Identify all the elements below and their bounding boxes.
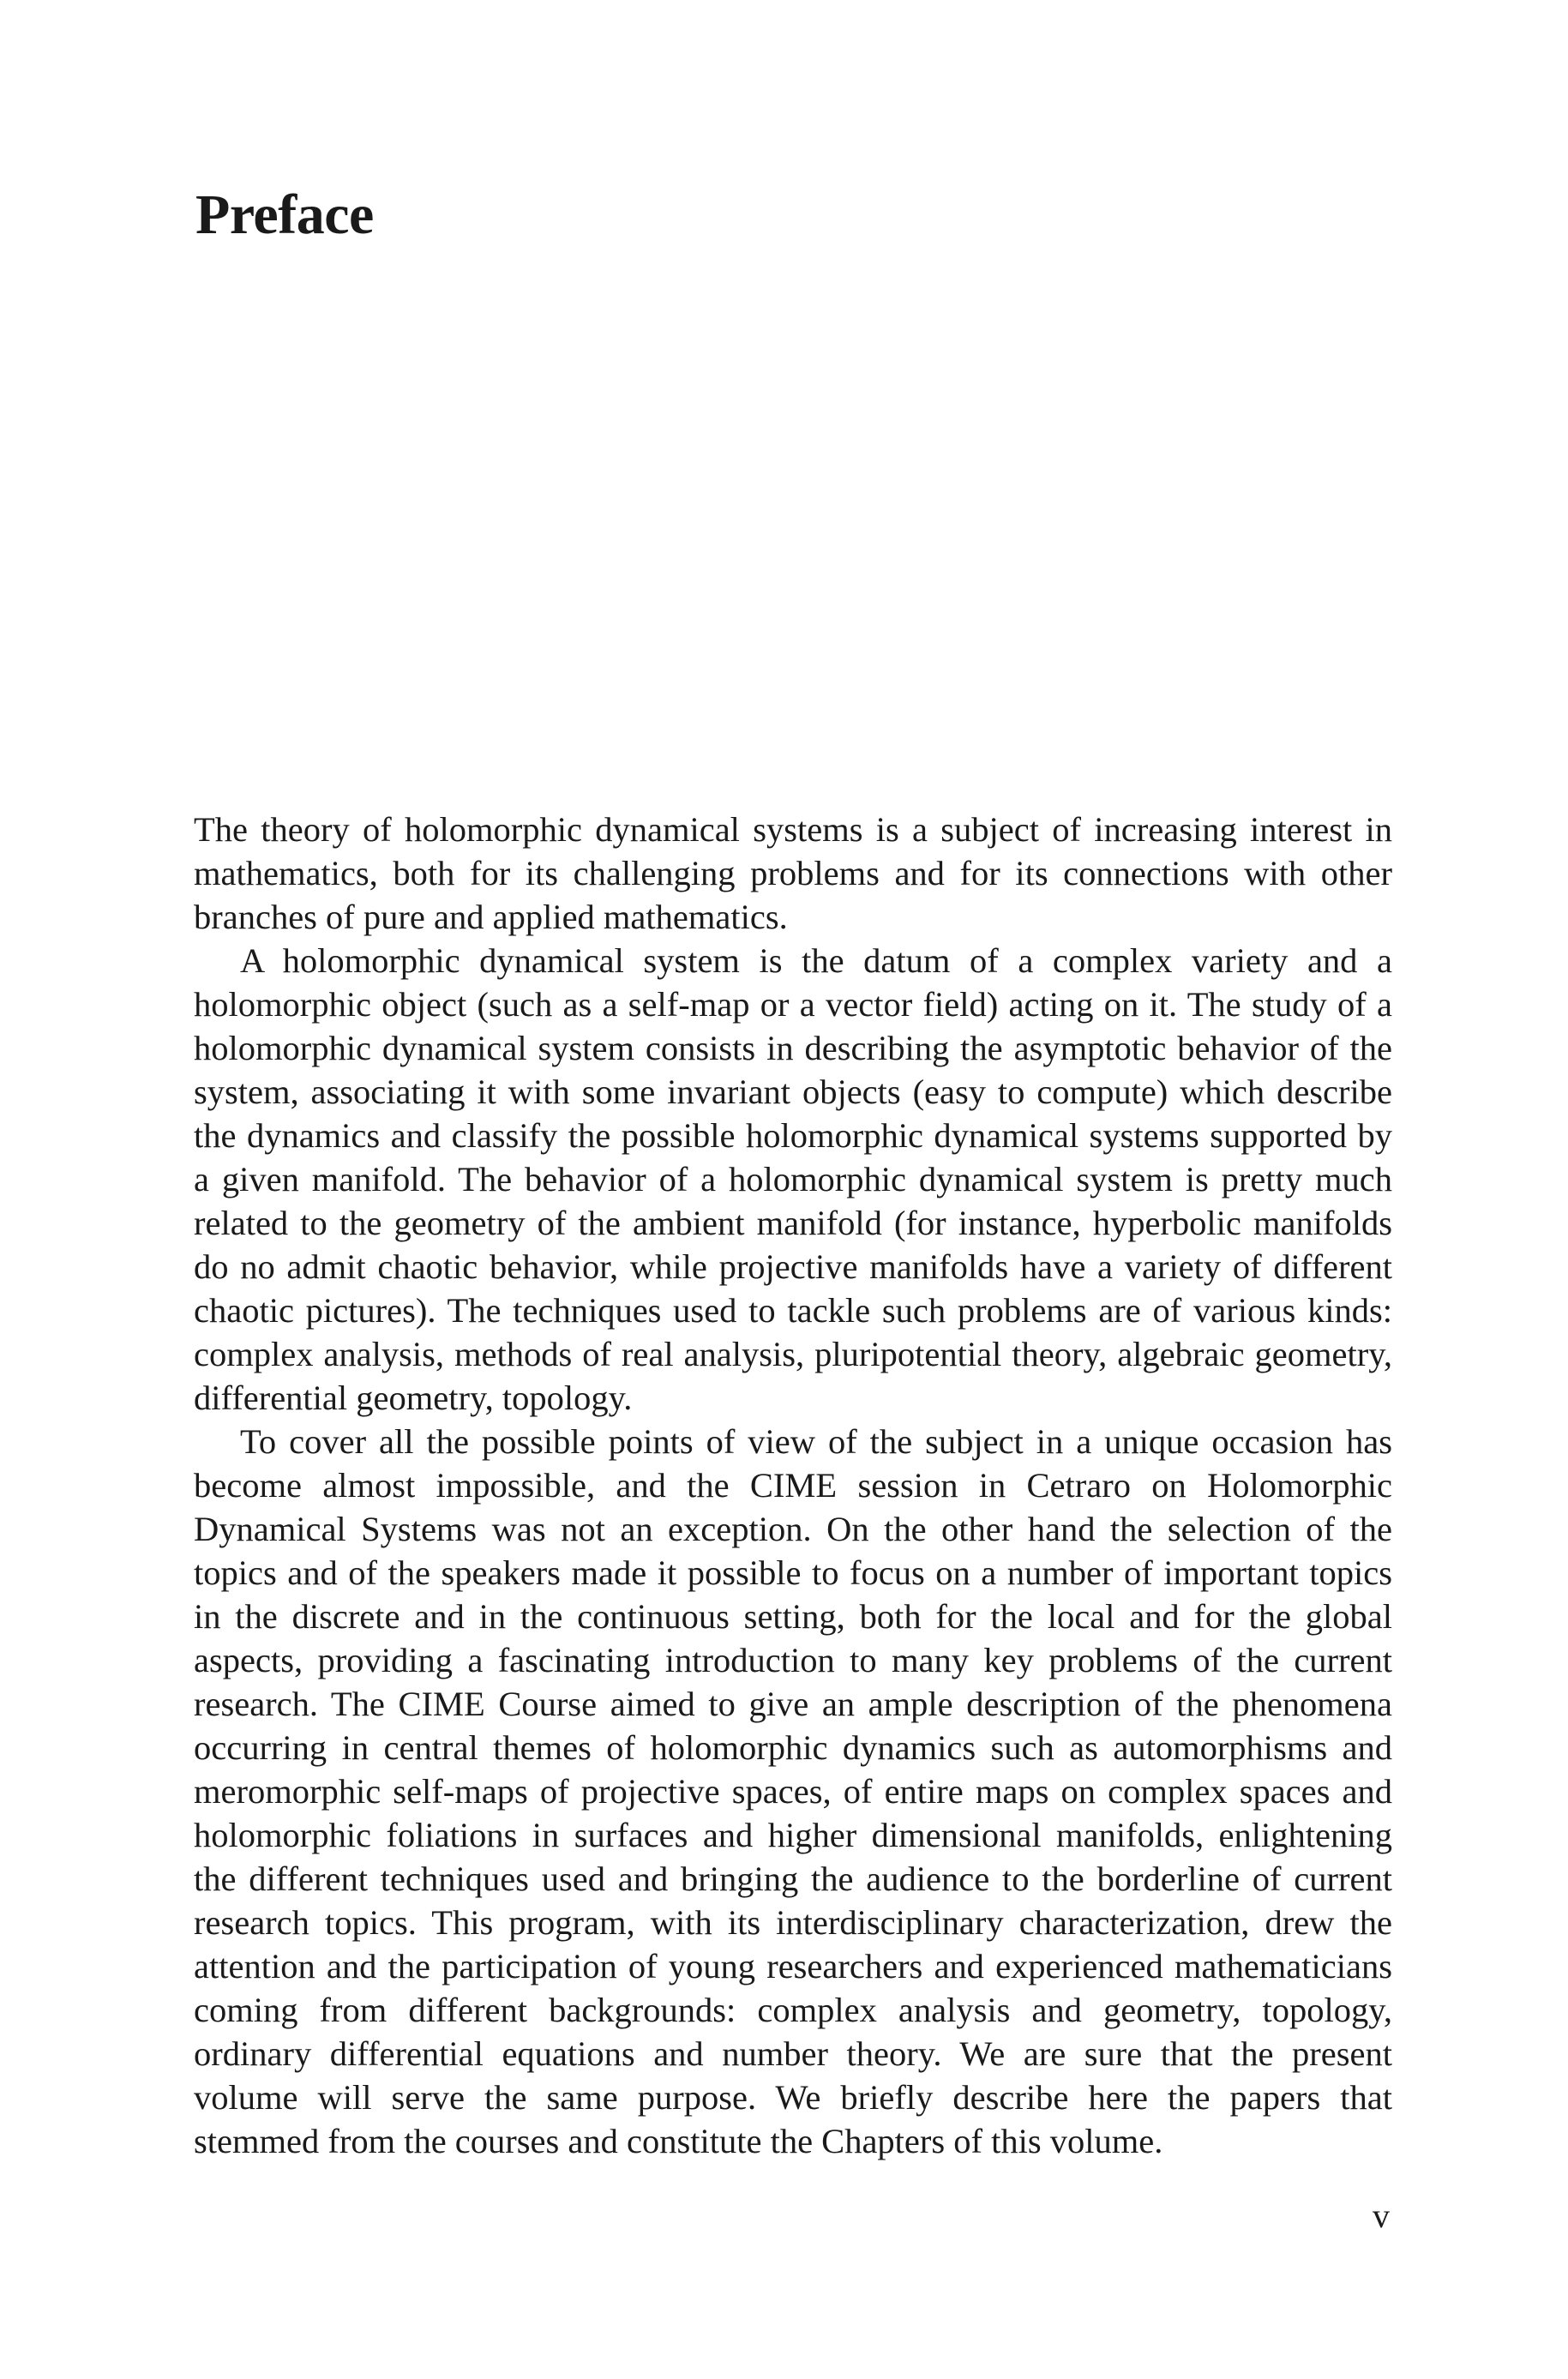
page-title: Preface (195, 183, 374, 246)
page-number: v (1373, 2196, 1390, 2235)
paragraph-3: To cover all the possible points of view of the subject in a unique occasion has become almost impossible, and the CIME session in Cetraro on Holomorphic Dynamical Systems was not an exception. On the other hand the selection of the topics and of the speakers made it possible to focus on a number of important topics in the discrete and in the continuous setting, both for the local and for the global aspects, providing a fascinating introduction to many key problems of the current research. The CIME Course aimed to give an ample description of the phenomena occurring in central themes of holomorphic dynamics such as automorphisms and meromorphic self-maps of projective spaces, of entire maps on complex spaces and holomorphic foliations in surfaces and higher dimensional manifolds, enlightening the different techniques used and bringing the audience to the borderline of current research topics. This program, with its interdisciplinary characterization, drew the attention and the participation of young researchers and experienced mathematicians coming from different backgrounds: complex analysis and geometry, topology, ordinary differential equations and number theory. We are sure that the present volume will serve the same purpose. We briefly describe here the papers that stemmed from the courses and constitute the Chapters of this volume. (194, 1422, 1392, 2160)
paragraph-2: A holomorphic dynamical system is the datum of a complex variety and a holomorphic object (such as a self-map or a vector field) acting on it. The study of a holomorphic dynamical system consists in describing the asymptotic behavior of the system, associating it with some invariant objects (easy to compute) which describe the dynamics and classify the possible holomorphic dynamical systems supported by a given manifold. The behavior of a holomorphic dynamical system is pretty much related to the geometry of the ambient manifold (for instance, hyperbolic manifolds do no admit chaotic behavior, while projective manifolds have a variety of different chaotic pictures). The techniques used to tackle such problems are of various kinds: complex analysis, methods of real analysis, pluripotential theory, algebraic geometry, differential geometry, topology. (194, 941, 1392, 1417)
preface-body (194, 808, 1392, 2163)
paragraph-1: The theory of holomorphic dynamical systems is a subject of increasing interest in mathematics, both for its challenging problems and for its connections with other branches of pure and applied mathematics. (194, 810, 1392, 936)
